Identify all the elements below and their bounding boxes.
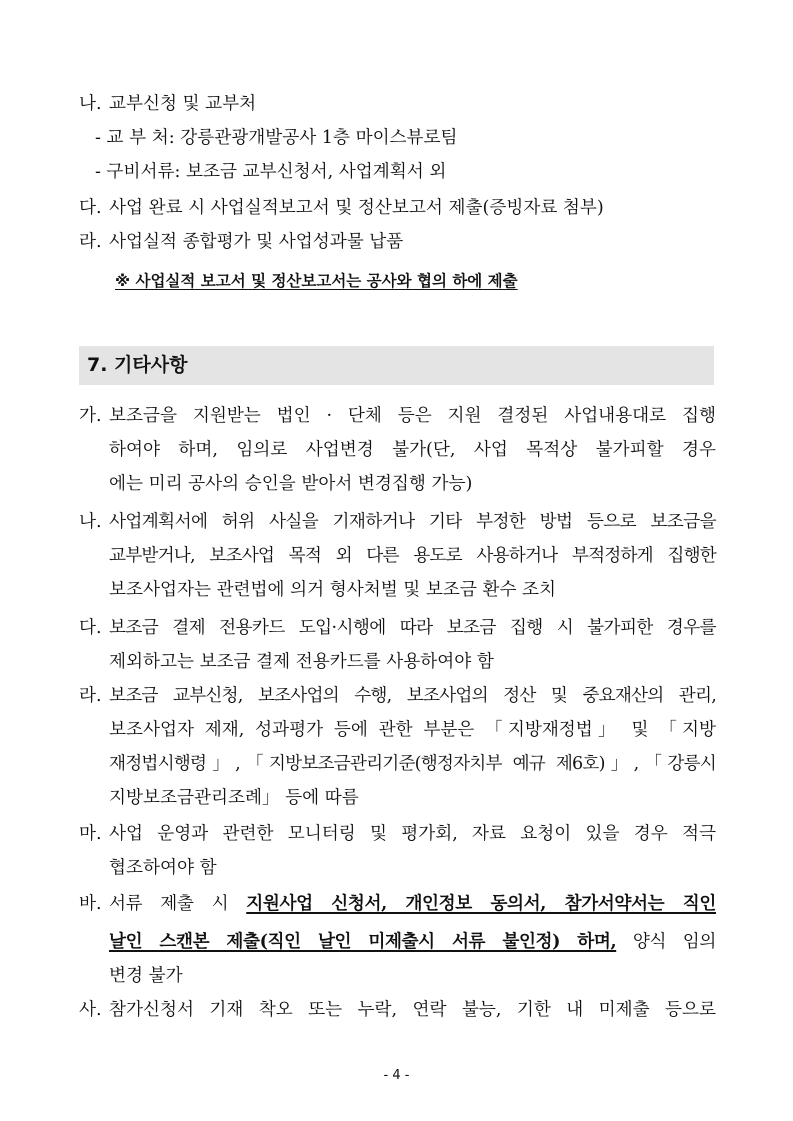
item-ma xyxy=(79,822,102,846)
item-ra-line: 재정법시행령」,「지방보조금관리기준(행정자치부 예규 제6호)」,「강릉시 xyxy=(109,754,716,774)
highlighted-text: 날인 스캔본 제출(직인 날인 미제출시 서류 불인정) 하며, xyxy=(109,931,617,952)
section-title: 7. 기타사항 xyxy=(87,354,188,376)
item-ga-line: 에는 미리 공사의 승인을 받아서 변경집행 가능) xyxy=(109,474,473,494)
item-text: 사업 완료 시 사업실적보고서 및 정산보고서 제출(증빙자료 첨부) xyxy=(109,198,604,218)
item-na-line: 보조사업자는 관련법에 의거 형사처벌 및 보조금 환수 조치 xyxy=(109,580,557,600)
item-ba xyxy=(79,892,102,916)
item-sa-line: 참가신청서 기재 착오 또는 누락, 연락 불능, 기한 내 미제출 등으로 xyxy=(109,1000,716,1020)
item-na xyxy=(79,92,256,116)
item-marker: 다. xyxy=(79,198,102,218)
item-da xyxy=(79,616,102,640)
item-na-line: 교부받거나, 보조사업 목적 외 다른 용도로 사용하거나 부적정하게 집행한 xyxy=(109,546,716,566)
item-ra-line: 보조사업자 제재, 성과평가 등에 관한 부분은 「지방재정법」 및 「지방 xyxy=(109,720,716,740)
item-marker: 라. xyxy=(79,686,102,706)
item-na-line: 사업계획서에 허위 사실을 기재하거나 기타 부정한 방법 등으로 보조금을 xyxy=(109,512,716,532)
report-note: ※ 사업실적 보고서 및 정산보고서는 공사와 협의 하에 제출 xyxy=(115,272,518,290)
item-marker: 바. xyxy=(79,894,102,914)
sub-item-office: - 교 부 처: 강릉관광개발공사 1층 마이스뷰로팀 xyxy=(95,128,458,148)
item-ma-line: 사업 운영과 관련한 모니터링 및 평가회, 자료 요청이 있을 경우 적극 xyxy=(109,824,716,844)
sub-item-documents: - 구비서류: 보조금 교부신청서, 사업계획서 외 xyxy=(95,162,447,182)
item-ra-line: 지방보조금관리조례」 등에 따름 xyxy=(109,788,359,808)
item-marker: 가. xyxy=(79,406,102,426)
item-ra xyxy=(79,684,102,708)
item-marker: 라. xyxy=(79,232,102,252)
section-heading xyxy=(79,346,714,385)
item-da-line: 제외하고는 보조금 결제 전용카드를 사용하여야 함 xyxy=(109,652,494,672)
item-marker: 사. xyxy=(79,1000,102,1020)
item-ga xyxy=(79,404,102,428)
item-ba-line xyxy=(109,892,716,916)
item-ga-line: 보조금을 지원받는 법인 · 단체 등은 지원 결정된 사업내용대로 집행 xyxy=(109,406,716,426)
item-marker: 나. xyxy=(79,512,102,532)
item-ra xyxy=(79,230,403,254)
item-text: 서류 제출 시 xyxy=(109,894,247,914)
item-ba-line: 변경 불가 xyxy=(109,966,183,986)
item-ba-line xyxy=(109,930,716,954)
item-marker: 다. xyxy=(79,618,102,638)
item-da-line: 보조금 결제 전용카드 도입·시행에 따라 보조금 집행 시 불가피한 경우를 xyxy=(109,618,716,638)
item-sa xyxy=(79,998,102,1022)
item-text: 사업실적 종합평가 및 사업성과물 납품 xyxy=(109,232,404,252)
item-ga-line: 하여야 하며, 임의로 사업변경 불가(단, 사업 목적상 불가피할 경우 xyxy=(109,440,716,460)
item-marker: 마. xyxy=(79,824,102,844)
item-na xyxy=(79,510,102,534)
item-text: 양식 임의 xyxy=(616,932,716,952)
item-text: 교부신청 및 교부처 xyxy=(109,94,257,114)
item-ra-line: 보조금 교부신청, 보조사업의 수행, 보조사업의 정산 및 중요재산의 관리, xyxy=(109,686,716,706)
page-number: - 4 - xyxy=(383,1068,410,1083)
item-da xyxy=(79,196,604,220)
highlighted-text: 지원사업 신청서, 개인정보 동의서, 참가서약서는 직인 xyxy=(246,893,716,914)
item-marker: 나. xyxy=(79,94,102,114)
item-ma-line: 협조하여야 함 xyxy=(109,858,217,878)
